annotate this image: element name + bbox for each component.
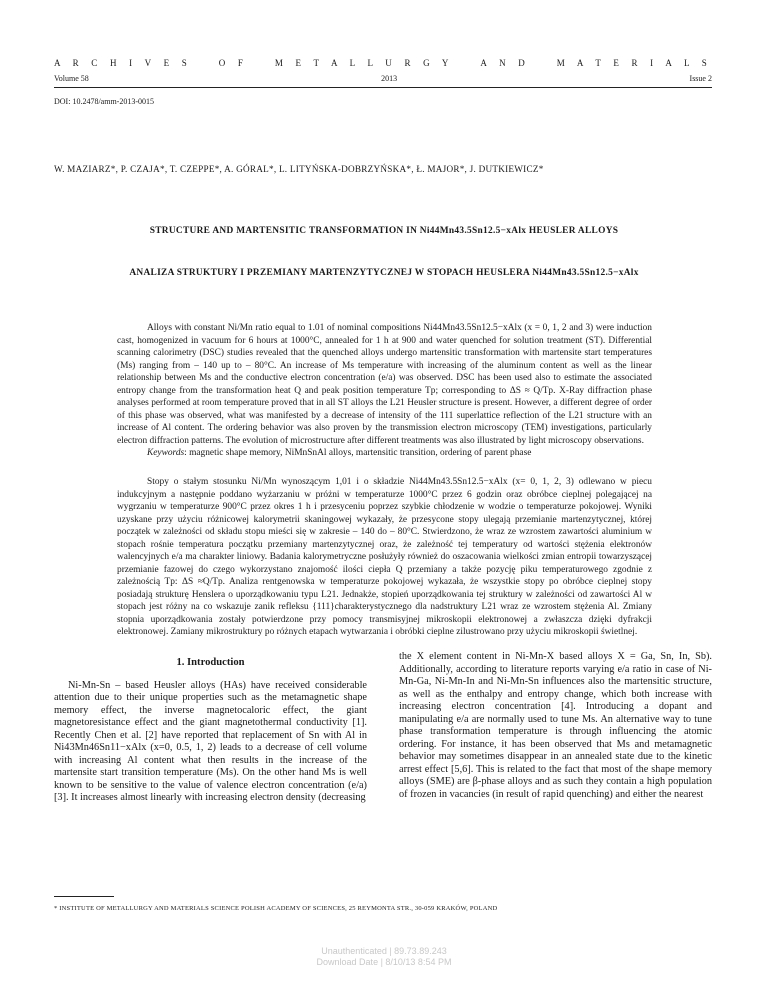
issue-meta bbox=[54, 74, 712, 83]
keywords-label: Keywords bbox=[147, 448, 185, 458]
section-heading: 1. Introduction bbox=[176, 657, 245, 668]
keywords: : magnetic shape memory, NiMnSnAl alloys, martensitic transition, ordering of parent phase bbox=[184, 448, 532, 458]
journal-word: A N D bbox=[480, 58, 530, 68]
journal-word: A R C H I V E S bbox=[54, 58, 192, 68]
title-english: STRUCTURE AND MARTENSITIC TRANSFORMATION IN Ni44Mn43.5Sn12.5−xAlx HEUSLER ALLOYS bbox=[149, 226, 619, 236]
journal-word: M E T A L L U R G Y bbox=[274, 58, 454, 68]
download-watermark bbox=[0, 946, 768, 968]
abstract-text: Alloys with constant Ni/Mn ratio equal to 1.01 of nominal compositions Ni44Mn43.5Sn12.5−xAlx (x = 0, 1, 2 and 3) were induction cast, homogenized in vacuum for 6 hours at 1000°C, annealed for 1 h at 900 and water quenched for solution treatment (ST). Differential scanning calorimetry (DSC) studies revealed that the quenched alloys undergo martensitic transformation with martensite start temperatures (Ms) ranging from – 140 up to – 80°C. An increase of Ms temperature with increasing of the aluminum content as well as the linear relationship between Ms and the conductive electron concentration (e/a) was observed. DSC has been used also to estimate the associated entropy change from the transformation heat Q and peak position temperature Tp; corresponding to ΔS ≈ Q/Tp. X-Ray diffraction phase analyses performed at room temperature proved that in all ST alloys the L21 Heusler structure is present. However, a different degree of order of this phase was observed, what was manifested by a decrease of intensity of the 111 superlattice reflection of the L21 structure with an increase of Al content. The ordering behavior was also proven by the transmission electron microscopy (TEM) investigations, particularly electron diffraction patterns. The evolution of microstructure after different treatments was also illustrated by light microscopy observations. bbox=[117, 323, 652, 446]
issue: Issue 2 bbox=[689, 74, 712, 83]
column-right bbox=[399, 651, 712, 801]
journal-name bbox=[54, 58, 712, 68]
affiliation-footnote: * INSTITUTE OF METALLURGY AND MATERIALS SCIENCE POLISH ACADEMY OF SCIENCES, 25 REYMONTA STR., 30-059 KRAKÓW, POLAND bbox=[54, 905, 498, 912]
journal-word: O F bbox=[218, 58, 249, 68]
intro-paragraph-right: the X element content in Ni-Mn-X based alloys X = Ga, Sn, In, Sb). Additionally, according to literature reports varying e/a ratio in case of Ni-Mn-Ga, Ni-Mn-In and Ni-Mn-Sn influences also the martensitic structure, as well as the enthalpy and entropy change, which both increase with increasing electron concentration [4]. Introducing a dopant and manipulating e/a are normally used to tune Ms. An alternative way to tune phase transformation temperature is through influencing the atomic ordering. For instance, it has been observed that Ms and metamagnetic behavior may sometimes disappear in an annealed state due to the kinetic arrest effect [5,6]. This is related to the fact that most of the shape memory alloys (SME) are β-phase alloys and as such they contain a high population of frozen in vacancies (in result of rapid quenching) and either the nearest bbox=[399, 651, 712, 800]
column-left bbox=[54, 651, 367, 805]
journal-word: M A T E R I A L S bbox=[556, 58, 712, 68]
title-polish: ANALIZA STRUKTURY I PRZEMIANY MARTENZYTYCZNEJ W STOPACH HEUSLERA Ni44Mn43.5Sn12.5−xAlx bbox=[129, 268, 639, 278]
volume: Volume 58 bbox=[54, 74, 89, 83]
watermark-line: Unauthenticated | 89.73.89.243 bbox=[321, 946, 447, 956]
year: 2013 bbox=[381, 74, 398, 83]
intro-paragraph-left: Ni-Mn-Sn – based Heusler alloys (HAs) have received considerable attention due to their unique properties such as the metamagnetic shape memory effect, the inverse magnetocaloric effect, the giant magnetoresistance effect and the giant magnetothermal conductivity [1]. Recently Chen et al. [2] have reported that replacement of Sn with Al in Ni43Mn46Sn11−xAlx (x=0, 0.5, 1, 2) leads to a decrease of cell volume with increasing Al content what then results in the increase of the martensite start transition temperature (Ms). On the other hand Ms is well known to be sensitive to the value of valence electron concentration (e/a) [3]. It increases almost linearly with increasing electron density (decreasing bbox=[54, 679, 367, 803]
doi: DOI: 10.2478/amm-2013-0015 bbox=[54, 97, 154, 106]
abstract-polish: Stopy o stałym stosunku Ni/Mn wynoszącym 1,01 i o składzie Ni44Mn43.5Sn12.5−xAlx (x= 0, 1, 2, 3) odlewano w piecu indukcyjnym a następnie poddano wyżarzaniu w próżni w temperaturze 1000°C przez 6 godzin oraz obróbce cieplnej polegającej na wygrzaniu w temperaturze 900°C przez okres 1 h i przesyceniu poprzez szybkie chłodzenie w wodzie o temperaturze pokojowej. Wyniki uzyskane przy użyciu różnicowej kalorymetrii skaningowej wykazały, że przesycone stopy ulegają przemianie martenzytycznej, której początek w zależności od składu stopu mieści się w zakresie – 140 do – 80°C. Stwierdzono, że wraz ze wzrostem zawartości aluminium w stopach rośnie temperatura początku przemiany martenzytycznej oraz, że zależność tej temperatury od wartości stężenia elektronów walencyjnych e/a ma charakter liniowy. Badania kalorymetryczne posłużyły również do oszacowania wielkości zmian entropii towarzyszącej przemianie fazowej do czego wykorzystano znajomość ilości ciepła Q przemiany a także pozycję piku temperaturowego zgodnie z zależnością Tp: ΔS ≈Q/Tp. Analiza rentgenowska w temperaturze pokojowej wykazała, że wszystkie stopy po obróbce cieplnej stopy posiadają strukturę Henslera o uporządkowaniu typu L21. Jednakże, stopień uporządkowania tej struktury w zależności od zawartości Al w stopach jest różny na co wskazuje zanik refleksu {111}charakterystycznego dla nadstruktury L21 wraz ze wzrostem stężenia Al. Zmiany stopnia uporządkowania zostały potwierdzone przy pomocy transmisyjnej mikroskopii elektronowej a zwłaszcza dzięki dyfrakcji elektronowej. Zamiany mikrostruktury po różnych etapach wytwarzania i obróbki cieplne zilustrowano przy użyciu mikroskopii świetlnej. bbox=[117, 477, 652, 637]
abstract-english bbox=[117, 322, 652, 460]
watermark-line: Download Date | 8/10/13 8:54 PM bbox=[316, 957, 452, 967]
header-rule bbox=[54, 87, 712, 88]
author-list: W. MAZIARZ*, P. CZAJA*, T. CZEPPE*, A. GÓRAL*, L. LITYŃSKA-DOBRZYŃSKA*, Ł. MAJOR*, J. DUTKIEWICZ* bbox=[54, 164, 544, 174]
footnote-rule bbox=[54, 896, 114, 897]
